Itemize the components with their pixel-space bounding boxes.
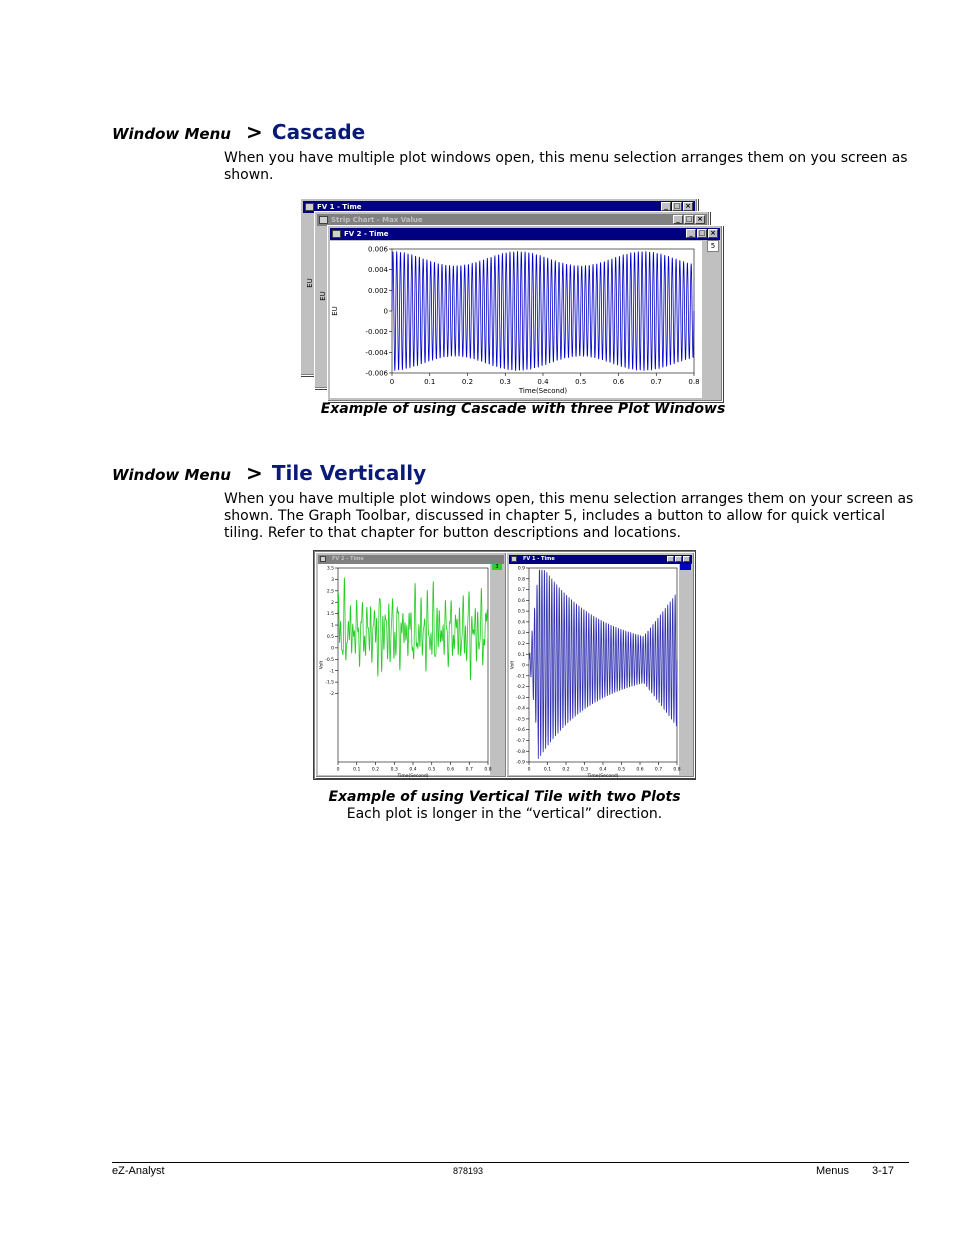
section2-title: Tile Vertically	[271, 461, 427, 485]
x-tick-label: 0	[527, 767, 531, 773]
section2-menu-label: Window Menu	[112, 466, 231, 484]
y-axis-label: EU	[331, 306, 339, 316]
x-tick-label: 0.1	[543, 767, 552, 773]
y-tick-label: -0.9	[516, 760, 525, 766]
y-tick-label: 2	[331, 600, 334, 606]
y-tick-label: 0.9	[517, 566, 525, 572]
y-tick-label: 1.5	[326, 612, 334, 618]
section2-caption: Example of using Vertical Tile with two Plots	[328, 789, 681, 805]
section1-heading	[112, 120, 365, 144]
plot-area	[330, 241, 702, 398]
y-tick-label: 0	[522, 663, 525, 669]
x-tick-label: 0.2	[461, 378, 474, 386]
tile-window-left[interactable]	[315, 552, 507, 778]
footer-center: 878193	[453, 1166, 484, 1176]
y-tick-label: -0.7	[516, 739, 525, 745]
cascade-figure	[300, 198, 724, 402]
y-tick-label: -0.8	[516, 749, 525, 755]
y-tick-label: -0.5	[325, 657, 334, 663]
y-tick-label: 0	[383, 307, 388, 316]
x-tick-label: 0.5	[575, 378, 587, 386]
tile-window-right[interactable]	[506, 552, 695, 778]
section2-arrow: >	[246, 461, 263, 485]
x-tick-label: 0.5	[617, 767, 626, 773]
y-tick-label: -0.3	[516, 695, 525, 701]
plot-area	[318, 564, 492, 779]
x-tick-label: 0.4	[409, 767, 417, 773]
section1-title: Cascade	[271, 120, 366, 144]
section2-sub-caption: Each plot is longer in the “vertical” direction.	[346, 806, 663, 822]
window-title: FV 2 - Time	[332, 556, 364, 562]
window-app-icon	[319, 216, 328, 224]
y-tick-label: 0.002	[367, 286, 388, 295]
window-titlebar[interactable]	[330, 228, 720, 240]
y-tick-label: 0.3	[517, 631, 525, 637]
x-tick-label: 0.7	[465, 767, 473, 773]
x-tick-label: 0.8	[484, 767, 492, 773]
section2-body: When you have multiple plot windows open, this menu selection arranges them on your screen as shown. The Graph Toolbar, discussed in chapter 5, includes a button to allow for quick vertical tiling. Refer to that chapter for button descriptions and locations.	[224, 491, 914, 541]
y-axis-label: Volt	[510, 660, 516, 670]
x-tick-label: 0.3	[390, 767, 398, 773]
x-tick-label: 0.2	[562, 767, 570, 773]
minimize-icon[interactable]: _	[673, 215, 683, 224]
y-tick-label: 3.5	[326, 566, 334, 572]
x-tick-label: 0.1	[424, 378, 436, 386]
close-icon[interactable]: ×	[695, 215, 705, 224]
x-tick-label: 0.5	[428, 767, 436, 773]
y-axis-label: EU	[318, 291, 327, 301]
selected-indicator	[680, 564, 691, 570]
y-tick-label: 0.7	[517, 588, 525, 594]
x-tick-label: 0.6	[612, 378, 625, 386]
footer-section: Menus	[816, 1165, 850, 1177]
minimize-icon[interactable]: _	[686, 229, 696, 238]
y-tick-label: -1	[329, 669, 334, 675]
window-title: FV 1 - Time	[317, 203, 362, 211]
section2-heading	[112, 461, 426, 485]
window-app-icon	[511, 556, 517, 562]
footer-rule	[112, 1162, 909, 1163]
y-tick-label: 0.5	[517, 609, 525, 615]
x-axis-label: Time(Second)	[587, 774, 619, 779]
maximize-icon[interactable]: □	[673, 202, 681, 210]
x-tick-label: 0.7	[654, 767, 663, 773]
x-axis-label: Time(Second)	[397, 774, 429, 779]
y-tick-label: 1	[331, 623, 334, 629]
section1-arrow: >	[246, 120, 263, 144]
cascade-window-3[interactable]	[327, 225, 723, 402]
y-tick-label: 0.5	[326, 635, 334, 641]
tile-figure	[313, 550, 696, 780]
footer-page: 3-17	[872, 1165, 895, 1177]
plot-frame	[338, 568, 488, 762]
maximize-icon[interactable]: □	[698, 229, 706, 237]
y-tick-label: -0.1	[516, 674, 525, 680]
x-tick-label: 0.3	[580, 767, 589, 773]
window-app-icon	[332, 230, 341, 238]
x-tick-label: 0.4	[599, 767, 607, 773]
close-icon[interactable]	[683, 556, 690, 562]
series-line	[529, 570, 677, 759]
y-tick-label: -0.6	[516, 728, 525, 734]
side-value: 5	[707, 240, 719, 252]
minimize-icon[interactable]	[667, 556, 674, 562]
cascade-chart	[330, 241, 702, 398]
x-tick-label: 0	[389, 378, 395, 386]
y-tick-label: 0.006	[367, 245, 388, 254]
x-tick-label: 0.6	[446, 767, 455, 773]
window-titlebar[interactable]	[509, 555, 692, 564]
window-app-icon	[305, 203, 314, 211]
x-tick-label: 0.7	[650, 378, 662, 386]
section1-menu-label: Window Menu	[112, 125, 231, 143]
x-tick-label: 0.6	[636, 767, 644, 773]
y-tick-label: 2.5	[326, 589, 334, 595]
series-line	[338, 578, 488, 680]
tile-chart-left	[318, 564, 492, 779]
y-axis-label: Volt	[319, 660, 325, 670]
y-tick-label: 0	[331, 646, 334, 652]
y-tick-label: 0.004	[367, 266, 388, 275]
y-tick-label: -0.006	[365, 369, 388, 378]
y-tick-label: -0.4	[516, 706, 525, 712]
plot-area	[509, 564, 681, 779]
y-tick-label: -0.002	[365, 328, 388, 337]
x-tick-label: 0.4	[537, 378, 549, 386]
x-tick-label: 0.8	[673, 767, 681, 773]
y-tick-label: 3	[331, 577, 334, 583]
x-tick-label: 0.8	[688, 378, 700, 386]
y-tick-label: -1.5	[325, 680, 334, 686]
y-tick-label: 0.1	[517, 652, 525, 658]
minimize-icon[interactable]: _	[661, 202, 671, 211]
y-tick-label: 0.8	[517, 577, 525, 583]
x-tick-label: 0.3	[499, 378, 511, 386]
side-value: 3	[492, 564, 502, 570]
y-tick-label: -2	[329, 692, 334, 698]
window-app-icon	[320, 556, 326, 562]
footer-left: eZ-Analyst	[112, 1165, 165, 1177]
y-tick-label: 0.2	[517, 642, 525, 648]
window-title: Strip Chart - Max Value	[331, 216, 423, 224]
y-tick-label: -0.004	[365, 348, 388, 357]
tile-chart-right	[509, 564, 681, 779]
x-tick-label: 0	[336, 767, 340, 773]
x-axis-label: Time(Second)	[518, 387, 568, 395]
window-title: FV 1 - Time	[523, 556, 555, 562]
y-tick-label: 0.6	[517, 598, 525, 604]
window-titlebar[interactable]	[318, 555, 504, 564]
window-title: FV 2 - Time	[344, 230, 389, 238]
section1-body: When you have multiple plot windows open, this menu selection arranges them on you screen as shown.	[224, 150, 908, 183]
y-axis-label: EU	[305, 278, 314, 288]
x-tick-label: 0.1	[353, 767, 361, 773]
x-tick-label: 0.2	[371, 767, 380, 773]
y-tick-label: -0.5	[516, 717, 525, 723]
y-tick-label: -0.2	[516, 685, 525, 691]
maximize-icon[interactable]	[675, 556, 682, 562]
close-icon[interactable]: ×	[708, 229, 718, 238]
maximize-icon[interactable]: □	[685, 215, 693, 223]
section1-caption: Example of using Cascade with three Plot Windows	[320, 401, 726, 417]
series-line	[392, 251, 694, 371]
y-tick-label: 0.4	[517, 620, 525, 626]
close-icon[interactable]: ×	[683, 202, 693, 211]
